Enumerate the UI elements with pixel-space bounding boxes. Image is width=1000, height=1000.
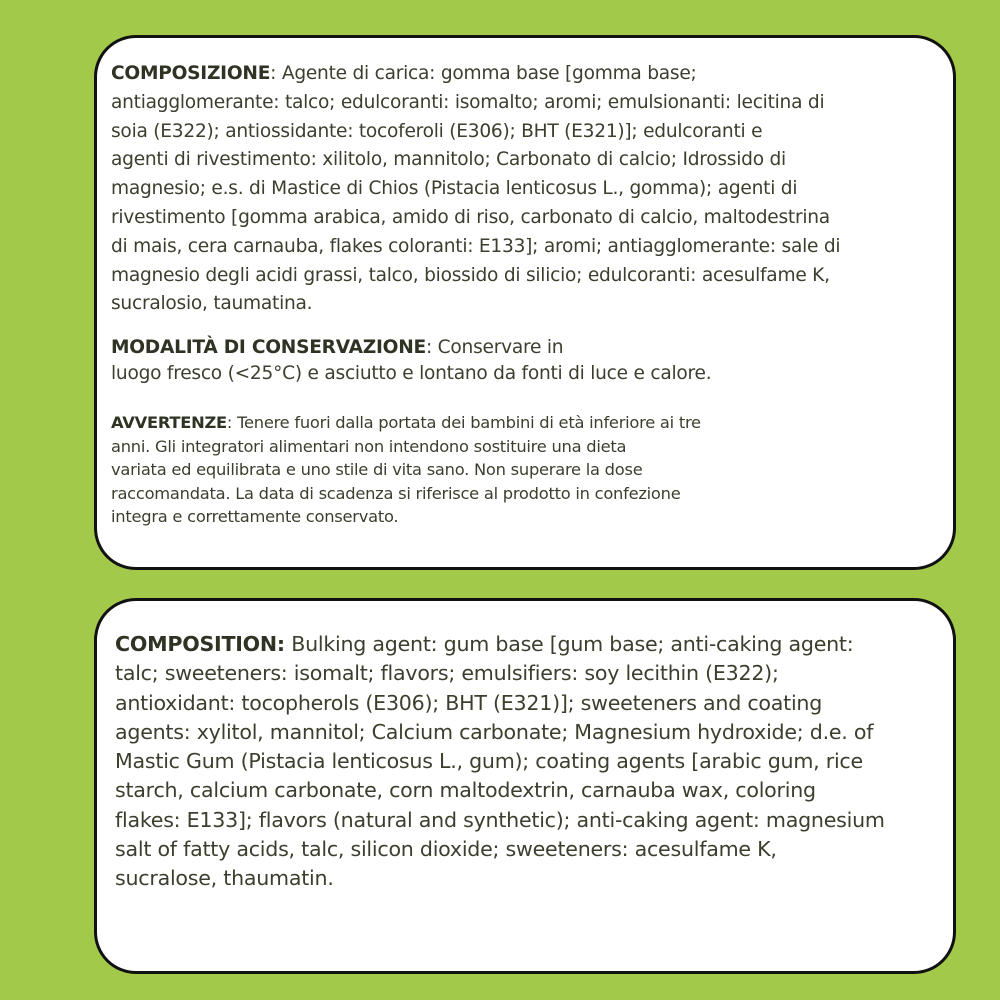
italian-storage-heading: MODALITÀ DI CONSERVAZIONE: [111, 337, 426, 358]
italian-warnings-heading: AVVERTENZE: [111, 413, 227, 432]
italian-warnings-line: raccomandata. La data di scadenza si riferisce al prodotto in confezione: [111, 483, 681, 503]
italian-composition-line: agenti di rivestimento: xilitolo, mannitolo; Carbonato di calcio; Idrossido di: [111, 149, 786, 171]
italian-warnings-paragraph: [111, 411, 956, 529]
english-composition-line: agents: xylitol, mannitol; Calcium carbonate; Magnesium hydroxide; d.e. of: [115, 719, 874, 744]
english-composition-paragraph: [115, 630, 955, 894]
italian-composition-line: soia (E322); antiossidante: tocoferoli (E306); BHT (E321)]; edulcoranti e: [111, 120, 763, 142]
italian-composition-line: magnesio; e.s. di Mastice di Chios (Pistacia lenticosus L., gomma); agenti di: [111, 178, 798, 200]
italian-composition-line: magnesio degli acidi grassi, talco, biossido di silicio; edulcoranti: acesulfame K,: [111, 264, 830, 286]
italian-warnings-line: integra e correttamente conservato.: [111, 507, 399, 526]
italian-storage-line: : Conservare in: [426, 337, 564, 358]
english-composition-line: sucralose, thaumatin.: [115, 866, 334, 891]
english-composition-line: flakes: E133]; flavors (natural and synthetic); anti-caking agent: magnesium: [115, 807, 885, 832]
italian-storage-line: luogo fresco (<25°C) e asciutto e lontano da fonti di luce e calore.: [111, 363, 712, 384]
english-composition-line: antioxidant: tocopherols (E306); BHT (E321)]; sweeteners and coating: [115, 690, 823, 715]
english-label-panel: [94, 598, 956, 974]
italian-composition-line: : Agente di carica: gomma base [gomma base;: [270, 63, 697, 84]
italian-composition-line: di mais, cera carnauba, flakes coloranti: E133]; aromi; antiagglomerante: sale di: [111, 235, 841, 257]
italian-warnings-line: anni. Gli integratori alimentari non intendono sostituire una dieta: [111, 436, 627, 456]
english-composition-line: Bulking agent: gum base [gum base; anti-caking agent:: [284, 632, 854, 656]
italian-composition-paragraph: [111, 60, 956, 319]
english-composition-line: Mastic Gum (Pistacia lenticosus L., gum); coating agents [arabic gum, rice: [115, 749, 863, 774]
italian-storage-paragraph: [111, 335, 956, 387]
italian-label-panel: [94, 35, 956, 570]
italian-composition-line: sucralosio, taumatina.: [111, 293, 313, 315]
english-composition-line: salt of fatty acids, talc, silicon dioxide; sweeteners: acesulfame K,: [115, 837, 777, 862]
italian-warnings-line: : Tenere fuori dalla portata dei bambini di età inferiore ai tre: [226, 413, 701, 432]
italian-composition-line: rivestimento [gomma arabica, amido di riso, carbonato di calcio, maltodestrina: [111, 206, 830, 228]
english-composition-line: talc; sweeteners: isomalt; flavors; emulsifiers: soy lecithin (E322);: [115, 661, 779, 686]
italian-composition-heading: COMPOSIZIONE: [111, 63, 271, 84]
english-composition-line: starch, calcium carbonate, corn maltodextrin, carnauba wax, coloring: [115, 778, 816, 803]
italian-composition-line: antiagglomerante: talco; edulcoranti: isomalto; aromi; emulsionanti: lecitina di: [111, 91, 825, 113]
english-composition-heading: COMPOSITION:: [115, 632, 285, 656]
italian-warnings-line: variata ed equilibrata e uno stile di vita sano. Non superare la dose: [111, 460, 643, 479]
